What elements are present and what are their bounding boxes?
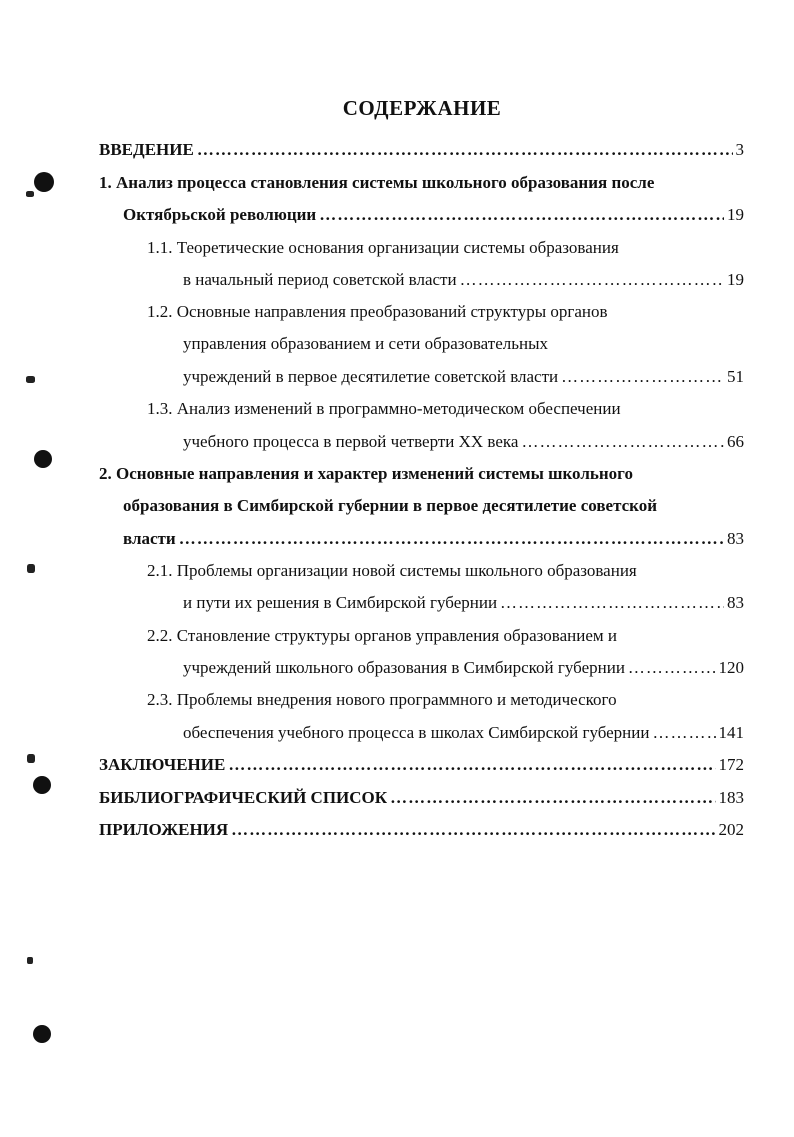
toc-label: обеспечения учебного процесса в школах Симбирской губернии — [183, 723, 650, 742]
dot-leader — [179, 528, 724, 550]
toc-section-1-2-title[interactable]: 1.2. Основные направления преобразований структуры органов — [147, 302, 608, 321]
binding-hole — [33, 776, 51, 794]
toc-page-number: 83 — [727, 593, 744, 612]
toc-label: власти — [123, 529, 176, 548]
dot-leader — [231, 819, 715, 841]
dot-leader — [460, 269, 724, 291]
toc-section-1-3-title[interactable]: 1.3. Анализ изменений в программно-методическом обеспечении — [147, 399, 621, 418]
toc-label: и пути их решения в Симбирской губернии — [183, 593, 498, 612]
toc-entry-section-2-1[interactable] — [183, 592, 744, 614]
dot-leader — [319, 204, 724, 226]
dot-leader — [197, 139, 733, 161]
toc-chapter-2-title-cont: образования в Симбирской губернии в первое десятилетие советской — [123, 496, 658, 515]
toc-page-number: 3 — [735, 140, 744, 159]
toc-entry-conclusion[interactable] — [99, 754, 744, 776]
scan-mark — [27, 564, 35, 573]
toc-page-number: 51 — [727, 367, 744, 386]
toc-page-number: 141 — [718, 723, 744, 742]
toc-page-number: 202 — [718, 820, 744, 839]
dot-leader — [561, 366, 724, 388]
toc-entry-bibliography[interactable] — [99, 787, 744, 809]
binding-hole — [34, 450, 52, 468]
toc-label: учреждений школьного образования в Симбирской губернии — [183, 658, 625, 677]
toc-entry-section-1-1[interactable] — [183, 269, 744, 291]
toc-chapter-1-title[interactable]: 1. Анализ процесса становления системы школьного образования после — [99, 173, 655, 192]
toc-entry-appendix[interactable] — [99, 819, 744, 841]
toc-entry-section-1-3[interactable] — [183, 431, 744, 453]
toc-label: учебного процесса в первой четверти XX века — [183, 432, 519, 451]
toc-page-number: 83 — [727, 529, 744, 548]
toc-entry-section-2-3[interactable] — [183, 722, 744, 744]
toc-section-2-3-title[interactable]: 2.3. Проблемы внедрения нового программного и методического — [147, 690, 617, 709]
scan-mark — [26, 376, 35, 383]
toc-label: ВВЕДЕНИЕ — [99, 140, 194, 159]
toc-section-1-1-title[interactable]: 1.1. Теоретические основания организации системы образования — [147, 238, 619, 257]
page-title: СОДЕРЖАНИЕ — [342, 96, 502, 120]
dot-leader — [652, 722, 715, 744]
dot-leader — [628, 657, 716, 679]
toc-label: БИБЛИОГРАФИЧЕСКИЙ СПИСОК — [99, 788, 388, 807]
toc-page-number: 66 — [727, 432, 744, 451]
toc-page-number: 183 — [718, 788, 744, 807]
binding-hole — [33, 1025, 51, 1043]
dot-leader — [390, 787, 715, 809]
scan-mark — [26, 191, 34, 197]
toc-label: ЗАКЛЮЧЕНИЕ — [99, 755, 226, 774]
toc-page-number: 19 — [727, 205, 744, 224]
toc-page-number: 120 — [718, 658, 744, 677]
toc-label: в начальный период советской власти — [183, 270, 457, 289]
toc-section-2-1-title[interactable]: 2.1. Проблемы организации новой системы школьного образования — [147, 561, 637, 580]
toc-entry-chapter-2[interactable] — [123, 528, 744, 550]
toc-label: Октябрьской революции — [123, 205, 317, 224]
dot-leader — [521, 431, 724, 453]
binding-hole — [34, 172, 54, 192]
toc-entry-chapter-1[interactable] — [123, 204, 744, 226]
toc-page-number: 19 — [727, 270, 744, 289]
toc-page-number: 172 — [718, 755, 744, 774]
toc-entry-section-1-2[interactable] — [183, 366, 744, 388]
toc-entry-section-2-2[interactable] — [183, 657, 744, 679]
toc-label: ПРИЛОЖЕНИЯ — [99, 820, 229, 839]
toc-label: учреждений в первое десятилетие советской власти — [183, 367, 559, 386]
toc-entry-introduction[interactable] — [99, 139, 744, 161]
toc-section-1-2-title-cont: управления образованием и сети образовательных — [183, 334, 549, 353]
scan-mark — [27, 957, 33, 964]
scan-mark — [27, 754, 35, 763]
toc-chapter-2-title[interactable]: 2. Основные направления и характер изменений системы школьного — [99, 464, 633, 483]
toc-section-2-2-title[interactable]: 2.2. Становление структуры органов управления образованием и — [147, 626, 617, 645]
dot-leader — [500, 592, 724, 614]
dot-leader — [228, 754, 715, 776]
